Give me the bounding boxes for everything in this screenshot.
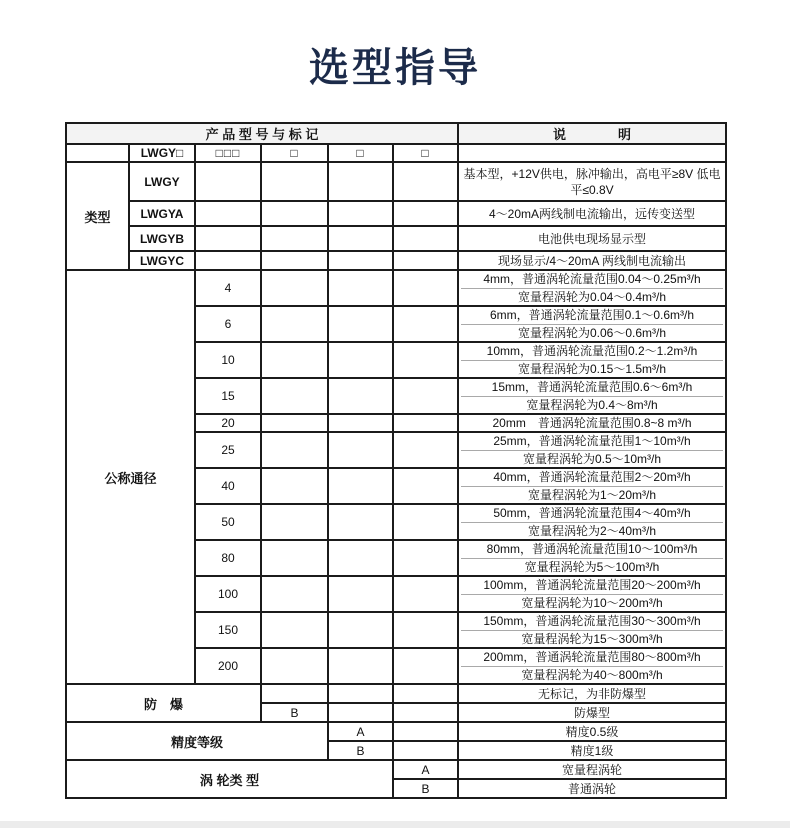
empty-cell	[393, 540, 458, 576]
empty-cell	[328, 684, 393, 703]
table-row	[66, 684, 726, 703]
empty-cell	[328, 576, 393, 612]
diameter-description	[458, 432, 726, 468]
accuracy-code: A	[328, 722, 393, 741]
type-code: LWGY	[129, 162, 195, 201]
type-code: LWGYC	[129, 251, 195, 270]
empty-cell	[261, 612, 328, 648]
table-row	[66, 251, 726, 270]
explosion-code	[261, 684, 328, 703]
empty-cell	[328, 270, 393, 306]
empty-cell	[393, 703, 458, 722]
section-label-explosion: 防 爆	[66, 684, 261, 722]
empty-cell	[261, 270, 328, 306]
type-description: 电池供电现场显示型	[458, 226, 726, 251]
empty-cell	[261, 162, 328, 201]
empty-cell	[261, 306, 328, 342]
empty-cell	[328, 648, 393, 684]
empty-cell	[328, 378, 393, 414]
product-model-header: 产 品 型 号 与 标 记	[66, 123, 458, 144]
section-label-diameter: 公称通径	[66, 270, 195, 684]
type-description: 4～20mA两线制电流输出，远传变送型	[458, 201, 726, 226]
table-row	[66, 760, 726, 779]
table-row	[66, 722, 726, 741]
flow-range-normal: 6mm，普通涡轮流量范围0.1～0.6m³/h	[461, 307, 723, 325]
page-title: 选型指导	[309, 46, 481, 90]
type-description: 现场显示/4～20mA 两线制电流输出	[458, 251, 726, 270]
empty-cell	[393, 251, 458, 270]
empty-cell	[195, 162, 261, 201]
section-label-turbine: 涡 轮类 型	[66, 760, 393, 798]
flow-range-wide: 宽量程涡轮为2～40m³/h	[528, 524, 657, 538]
diameter-description	[458, 540, 726, 576]
flow-range-wide: 宽量程涡轮为15～300m³/h	[521, 632, 663, 646]
turbine-code: A	[393, 760, 458, 779]
empty-cell	[393, 468, 458, 504]
empty-cell	[195, 201, 261, 226]
empty-cell	[328, 612, 393, 648]
diameter-description	[458, 648, 726, 684]
flow-range-normal: 20mm 普通涡轮流量范围0.8~8 m³/h	[492, 416, 692, 430]
empty-cell	[195, 251, 261, 270]
empty-cell	[393, 306, 458, 342]
table-row	[66, 270, 726, 306]
empty-cell	[458, 144, 726, 162]
diameter-size: 80	[195, 540, 261, 576]
empty-cell	[261, 201, 328, 226]
empty-cell	[261, 504, 328, 540]
diameter-size: 15	[195, 378, 261, 414]
accuracy-code: B	[328, 741, 393, 760]
scan-artifact-strip	[0, 821, 790, 828]
flow-range-wide: 宽量程涡轮为1～20m³/h	[528, 488, 657, 502]
type-code: LWGYB	[129, 226, 195, 251]
section-label-type: 类型	[66, 162, 129, 270]
flow-range-wide: 宽量程涡轮为40～800m³/h	[521, 668, 663, 682]
empty-cell	[393, 576, 458, 612]
empty-cell	[261, 414, 328, 432]
model-accuracy-box: □	[328, 144, 393, 162]
flow-range-wide: 宽量程涡轮为0.06～0.6m³/h	[517, 326, 667, 340]
diameter-size: 50	[195, 504, 261, 540]
diameter-size: 100	[195, 576, 261, 612]
empty-cell	[393, 414, 458, 432]
flow-range-normal: 4mm，普通涡轮流量范围0.04～0.25m³/h	[461, 271, 723, 289]
empty-cell	[393, 648, 458, 684]
flow-range-normal: 50mm，普通涡轮流量范围4～40m³/h	[461, 505, 723, 523]
empty-cell	[261, 432, 328, 468]
flow-range-normal: 15mm，普通涡轮流量范围0.6～6m³/h	[461, 379, 723, 397]
empty-cell	[328, 306, 393, 342]
flow-range-wide: 宽量程涡轮为10～200m³/h	[521, 596, 663, 610]
empty-cell	[328, 226, 393, 251]
diameter-description	[458, 504, 726, 540]
flow-range-wide: 宽量程涡轮为0.15～1.5m³/h	[517, 362, 667, 376]
empty-cell	[393, 722, 458, 741]
empty-cell	[328, 342, 393, 378]
selection-guide-table	[65, 122, 727, 799]
table-row	[66, 201, 726, 226]
table-row	[66, 144, 726, 162]
empty-cell	[393, 684, 458, 703]
empty-cell	[195, 226, 261, 251]
empty-cell	[393, 226, 458, 251]
empty-cell	[328, 703, 393, 722]
diameter-size: 25	[195, 432, 261, 468]
table-row	[66, 226, 726, 251]
table-row	[66, 162, 726, 201]
empty-cell	[261, 540, 328, 576]
empty-cell	[393, 741, 458, 760]
empty-cell	[328, 540, 393, 576]
diameter-description	[458, 612, 726, 648]
flow-range-normal: 40mm，普通涡轮流量范围2～20m³/h	[461, 469, 723, 487]
empty-cell	[261, 342, 328, 378]
flow-range-wide: 宽量程涡轮为0.5～10m³/h	[523, 452, 662, 466]
diameter-size: 4	[195, 270, 261, 306]
empty-cell	[261, 226, 328, 251]
explosion-code: B	[261, 703, 328, 722]
empty-cell	[328, 414, 393, 432]
empty-cell	[328, 468, 393, 504]
flow-range-normal: 150mm，普通涡轮流量范围30～300m³/h	[461, 613, 723, 631]
diameter-description	[458, 270, 726, 306]
empty-cell	[393, 342, 458, 378]
empty-cell	[393, 612, 458, 648]
empty-cell	[393, 504, 458, 540]
diameter-size: 200	[195, 648, 261, 684]
diameter-description	[458, 378, 726, 414]
diameter-description	[458, 342, 726, 378]
diameter-description	[458, 306, 726, 342]
diameter-size: 6	[195, 306, 261, 342]
model-turbine-box: □	[393, 144, 458, 162]
accuracy-description: 精度1级	[458, 741, 726, 760]
diameter-description	[458, 468, 726, 504]
empty-cell	[393, 432, 458, 468]
flow-range-wide: 宽量程涡轮为5～100m³/h	[524, 560, 660, 574]
empty-cell	[393, 378, 458, 414]
empty-cell	[328, 162, 393, 201]
empty-cell	[261, 251, 328, 270]
model-size-boxes: □□□	[195, 144, 261, 162]
diameter-size: 10	[195, 342, 261, 378]
empty-cell	[393, 270, 458, 306]
empty-cell	[261, 576, 328, 612]
flow-range-normal: 200mm，普通涡轮流量范围80～800m³/h	[461, 649, 723, 667]
diameter-description	[458, 414, 726, 432]
empty-cell	[66, 144, 129, 162]
empty-cell	[261, 468, 328, 504]
flow-range-normal: 25mm，普通涡轮流量范围1～10m³/h	[461, 433, 723, 451]
accuracy-description: 精度0.5级	[458, 722, 726, 741]
description-header: 说 明	[458, 123, 726, 144]
explosion-description: 防爆型	[458, 703, 726, 722]
table-row	[66, 123, 726, 144]
empty-cell	[328, 201, 393, 226]
type-description: 基本型，+12V供电，脉冲输出，高电平≥8V 低电平≤0.8V	[458, 162, 726, 201]
turbine-description: 普通涡轮	[458, 779, 726, 798]
diameter-size: 20	[195, 414, 261, 432]
flow-range-normal: 10mm，普通涡轮流量范围0.2～1.2m³/h	[461, 343, 723, 361]
empty-cell	[261, 378, 328, 414]
turbine-description: 宽量程涡轮	[458, 760, 726, 779]
diameter-size: 40	[195, 468, 261, 504]
explosion-description: 无标记，为非防爆型	[458, 684, 726, 703]
section-label-accuracy: 精度等级	[66, 722, 328, 760]
turbine-code: B	[393, 779, 458, 798]
flow-range-wide: 宽量程涡轮为0.04～0.4m³/h	[517, 290, 667, 304]
empty-cell	[261, 648, 328, 684]
empty-cell	[393, 162, 458, 201]
empty-cell	[328, 251, 393, 270]
type-code: LWGYA	[129, 201, 195, 226]
empty-cell	[393, 201, 458, 226]
flow-range-normal: 100mm，普通涡轮流量范围20～200m³/h	[461, 577, 723, 595]
model-base-code: LWGY□	[129, 144, 195, 162]
empty-cell	[328, 504, 393, 540]
flow-range-normal: 80mm，普通涡轮流量范围10～100m³/h	[461, 541, 723, 559]
empty-cell	[328, 432, 393, 468]
flow-range-wide: 宽量程涡轮为0.4～8m³/h	[526, 398, 658, 412]
diameter-size: 150	[195, 612, 261, 648]
diameter-description	[458, 576, 726, 612]
model-explosion-box: □	[261, 144, 328, 162]
